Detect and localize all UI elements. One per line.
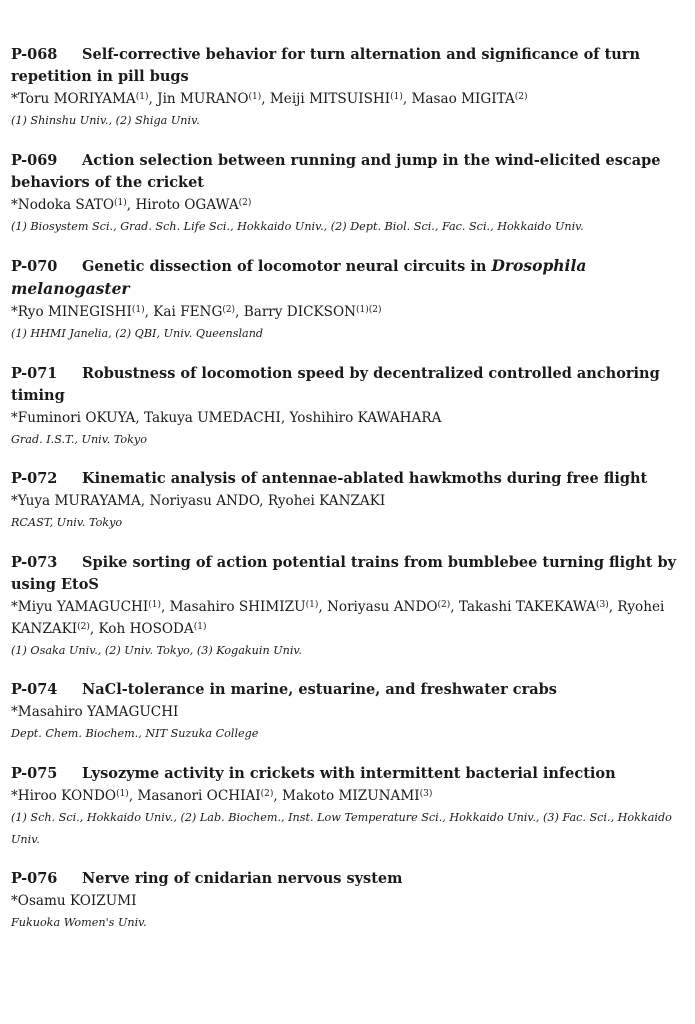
affiliation-marker: (3) [595,599,609,610]
affiliation-marker: (1) [114,197,127,208]
affiliation: (1) HHMI Janelia, (2) QBI, Univ. Queensland [11,327,264,340]
affiliation-marker: (1) [305,599,319,610]
author-name: Meiji MITSUISHI [269,91,391,107]
affiliation: RCAST, Univ. Tokyo [11,516,123,529]
title-text: Action selection between running and jump in the wind-elicited escape behaviors of the cricket [11,151,661,191]
affiliation-marker: (2) [437,599,451,610]
abstract-title [11,150,685,194]
title-text: Lysozyme activity in crickets with intermittent bacterial infection [82,764,616,782]
affiliation-marker: (1) [248,92,262,102]
author-list: *Miyu YAMAGUCHI$^{(1)}$, Masahiro SHIMIZU$^{(1)}$, Noriyasu ANDO$^{(2)}$, Takashi TAKEKAWA$^{(3)}$, Ryohei KANZAKI$^{(2)}$, Koh HOSODA$^{(1)}$ [11,598,665,637]
abstract-entry [11,763,685,851]
abstract-entry [11,44,685,132]
affiliation-marker: (1) [193,621,207,632]
title-text: NaCl-tolerance in marine, estuarine, and freshwater crabs [82,681,557,698]
abstract-title [11,44,685,88]
affiliation-marker: (1) [135,92,149,102]
poster-id: P-073 [11,553,58,571]
affiliation-marker: (2) [260,788,274,799]
affiliation-marker: (2) [222,305,236,315]
author-name: *Masahiro YAMAGUCHI [11,704,179,720]
affiliation-marker: (2) [77,621,90,632]
affiliation-marker: (1) [116,788,129,799]
abstract-title [11,868,685,890]
poster-id: P-070 [11,258,58,275]
abstract-entry [11,679,685,745]
author-list: *Yuya MURAYAMA, Noriyasu ANDO, Ryohei KANZAKI [11,493,386,509]
abstract-entry [11,552,685,662]
abstract-entry [11,150,685,238]
affiliation-marker: (1)(2) [356,305,382,315]
author-name: Yoshihiro KAWAHARA [289,409,442,426]
affiliation: (1) Sch. Sci., Hokkaido Univ., (2) Lab. Biochem., Inst. Low Temperature Sci., Hokkaido Univ., (3) Fac. Sci., Hokkaido Univ. [11,810,672,846]
poster-id: P-076 [11,870,58,887]
author-name: Barry DICKSON [243,304,356,320]
affiliation-marker: (2) [514,92,528,102]
poster-id: P-075 [11,764,58,782]
affiliation-marker: (1) [131,305,145,315]
author-name: *Fuminori OKUYA [11,409,136,426]
abstract-entry [11,468,685,534]
affiliation: Grad. I.S.T., Univ. Tokyo [11,432,147,446]
affiliation-marker: (1) [390,92,403,102]
abstract-title [11,363,685,407]
affiliation: Fukuoka Women's Univ. [11,916,147,929]
author-name: *Yuya MURAYAMA [11,493,141,509]
poster-id: P-072 [11,470,58,487]
poster-id: P-068 [11,46,58,63]
author-name: Jin MURANO [157,91,249,107]
title-text: Robustness of locomotion speed by decentralized controlled anchoring timing [11,364,660,404]
abstract-title [11,468,685,490]
author-list: *Ryo MINEGISHI$^{(1)}$, Kai FENG$^{(2)}$, Barry $DICKSON^{(1)(2)}$ [11,304,382,320]
title-text: Self-corrective behavior for turn alternation and significance of turn repetition in pill bugs [11,46,640,85]
author-name: Masahiro SHIMIZU [169,598,306,615]
affiliation: (1) Osaka Univ., (2) Univ. Tokyo, (3) Kogakuin Univ. [11,643,302,657]
abstract-title [11,255,685,301]
author-name: *Osamu KOIZUMI [11,893,137,909]
author-list: *Fuminori OKUYA, Takuya UMEDACHI, Yoshihiro KAWAHARA [11,409,442,426]
author-name: *Hiroo KONDO [11,787,117,804]
author-name: Takashi TAKEKAWA [458,598,596,615]
author-name: Masanori OCHIAI [137,787,261,804]
abstract-title [11,763,685,785]
affiliation: Dept. Chem. Biochem., NIT Suzuka College [11,727,259,740]
author-name: Ryohei KANZAKI [267,493,386,509]
author-name: Kai FENG [153,304,223,320]
poster-id: P-074 [11,681,58,698]
poster-id: P-069 [11,151,58,169]
author-name: Ryohei KANZAKI [11,598,665,637]
title-italic-text: Drosophila melanogaster [11,256,587,298]
affiliation: (1) Shinshu Univ., (2) Shiga Univ. [11,114,200,127]
abstract-entry [11,363,685,451]
affiliation-marker: (3) [419,788,433,799]
author-list: *Toru MORIYAMA$^{(1)}$, Jin MURANO$^{(1)}$, Meiji MITSUISHI$^{(1)}$, Masao MIGITA$^{(2)}$ [11,91,528,107]
title-text: Nerve ring of cnidarian nervous system [82,870,403,887]
author-list [11,890,685,912]
abstract-entry [11,868,685,934]
author-name: *Miyu YAMAGUCHI [11,598,149,615]
affiliation: (1) Biosystem Sci., Grad. Sch. Life Sci., Hokkaido Univ., (2) Dept. Biol. Sci., Fac. Sci., Hokkaido Univ. [11,219,584,233]
author-name: *Ryo MINEGISHI [11,304,132,320]
abstract-entry [11,255,685,345]
title-text: Spike sorting of action potential trains from bumblebee turning flight by using EtoS [11,553,677,593]
author-name: *Toru MORIYAMA [11,91,136,107]
author-name: Takuya UMEDACHI [144,409,281,426]
author-list: *Hiroo KONDO$^{(1)}$, Masanori OCHIAI$^{(2)}$, Makoto MIZUNAMI$^{(3)}$ [11,787,433,804]
title-text: Kinematic analysis of antennae-ablated hawkmoths during free flight [82,470,648,487]
author-name: Masao MIGITA [411,91,515,107]
affiliation-marker: (1) [148,599,161,610]
author-name: *Nodoka SATO [11,196,115,213]
title-text: Genetic dissection of locomotor neural circuits in [82,258,492,275]
author-name: Makoto MIZUNAMI [282,787,420,804]
author-list: *Nodoka SATO$^{(1)}$, Hiroto OGAWA$^{(2)}$ [11,196,252,213]
author-name: Noriyasu ANDO [149,493,260,509]
affiliation-marker: (2) [238,197,252,208]
abstract-title [11,679,685,701]
author-name: Koh HOSODA [98,620,194,637]
author-name: Noriyasu ANDO [326,598,438,615]
author-name: Hiroto OGAWA [135,196,239,213]
poster-id: P-071 [11,364,58,382]
author-list [11,701,685,723]
abstract-title [11,552,685,596]
